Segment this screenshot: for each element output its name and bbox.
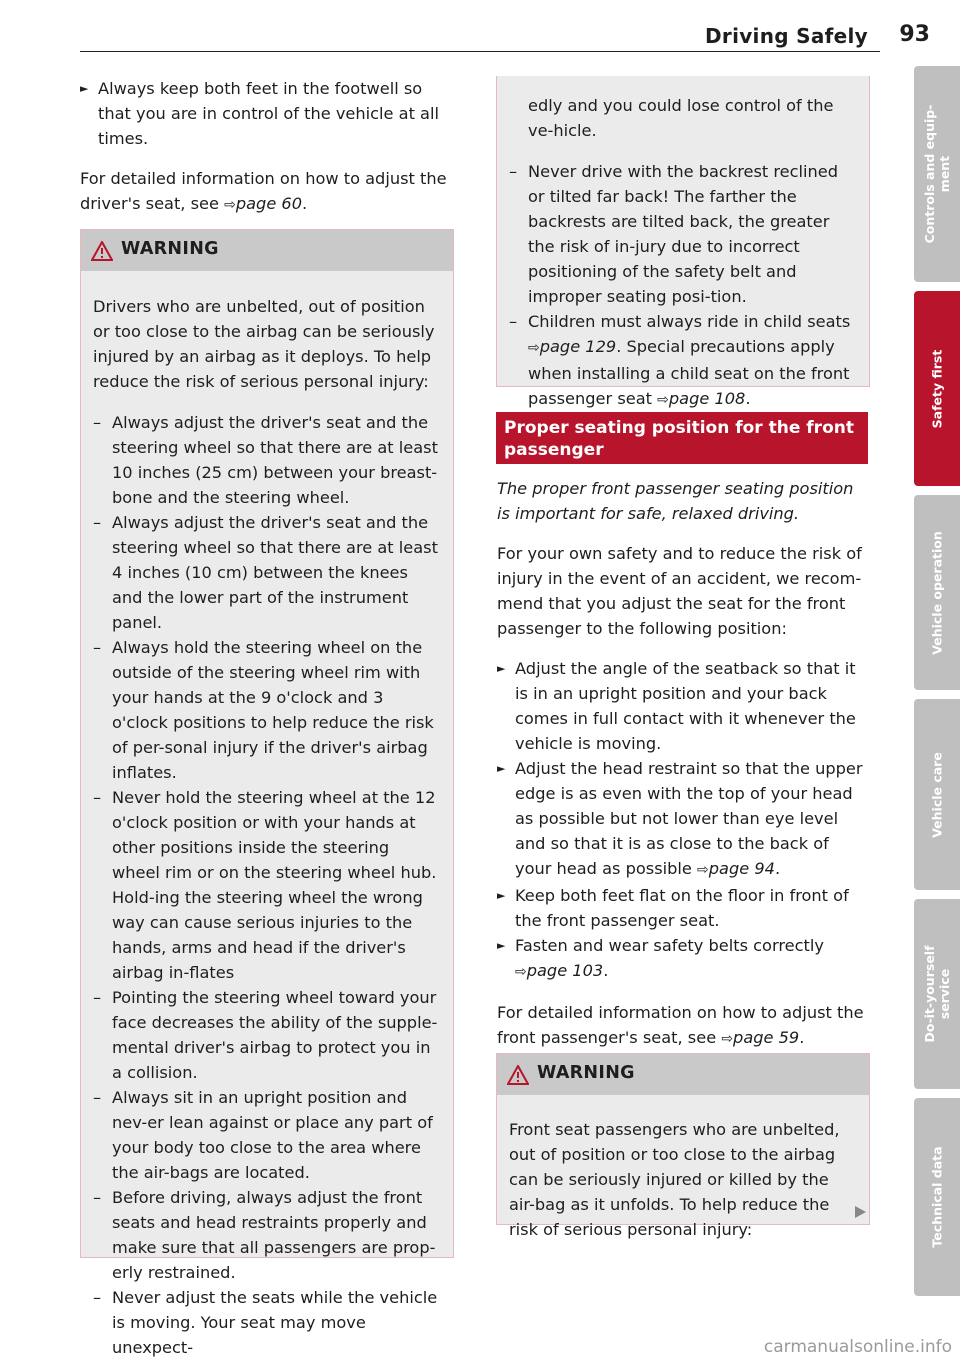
warning-item: – Never drive with the backrest reclined or tilted far back! The farther the backrests are tilted back, the greater the risk of in-jury due to incorrect positioning of the safety belt and improper seating posi-tion. <box>509 162 839 307</box>
sidebar-tab-label: Controls and equip- ment <box>922 104 952 244</box>
warning-body-continued <box>497 76 869 413</box>
warning-item: – Always adjust the driver's seat and the steering wheel so that there are at least 10 inches (25 cm) between your breast-bone and the steering wheel. <box>93 413 438 508</box>
watermark: carmanualsonline.info <box>763 1337 952 1357</box>
list-item: ► Always keep both feet in the footwell so that you are in control of the vehicle at all times. <box>80 76 452 151</box>
warning-item: – Children must always ride in child seats ⇨page 129. Special precautions apply when installing a child seat on the front passenger seat ⇨page 108. <box>509 312 851 409</box>
page-reference[interactable]: ⇨page 108 <box>657 389 746 409</box>
sidebar-tab-controls[interactable] <box>914 66 960 282</box>
sidebar-tab-label: Technical data <box>929 1146 945 1248</box>
warning-intro: Drivers who are unbelted, out of position or too close to the airbag can be seriously injured by an airbag as it deploys. To help reduce the risk of serious personal injury: <box>93 297 435 392</box>
section-intro: The proper front passenger seating position is important for safe, relaxed driving. <box>497 479 854 523</box>
bullet-icon: ► <box>497 889 506 902</box>
warning-item: – Always hold the steering wheel on the outside of the steering wheel rim with your hands at the 9 o'clock and 3 o'clock positions to help reduce the risk of per-sonal injury if the driver's airbag inflates. <box>93 638 434 783</box>
body-paragraph: For your own safety and to reduce the risk of injury in the event of an accident, we recom-mend that you adjust the seat for the front passenger to the following position: <box>497 544 862 638</box>
warning-item: – Never adjust the seats while the vehicle is moving. Your seat may move unexpect- <box>93 1288 438 1358</box>
warning-box <box>496 1053 870 1240</box>
warning-text: Front seat passengers who are unbelted, out of position or too close to the airbag can be seriously injured or killed by the air-bag as it unfolds. To help reduce the risk of serious personal injury: <box>509 1120 840 1240</box>
warning-item: – Before driving, always adjust the front seats and head restraints properly and make sure that all passengers are prop-erly restrained. <box>93 1188 436 1283</box>
continue-arrow-icon <box>853 1205 867 1219</box>
sidebar-tab-label: Vehicle operation <box>929 530 945 655</box>
warning-item: – Always adjust the driver's seat and the steering wheel so that there are at least 4 inches (10 cm) between the knees and the lower part of the instrument panel. <box>93 513 438 633</box>
sidebar-tab-vehicle-care[interactable] <box>914 699 960 890</box>
bullet-icon: ► <box>497 939 506 952</box>
warning-box <box>80 229 454 1358</box>
page-reference[interactable]: ⇨page 94 <box>697 859 775 878</box>
detail-paragraph: For detailed information on how to adjust the front passenger's seat, see ⇨page 59. <box>497 1003 864 1047</box>
warning-item: – Always sit in an upright position and nev-er lean against or place any part of your body too close to the area where the air-bags are located. <box>93 1088 433 1183</box>
list-item: ► Adjust the head restraint so that the upper edge is as even with the top of your head as possible but not lower than eye level and so that it is as close to the back of your head as possible ⇨page 94. <box>497 756 869 883</box>
bullet-icon: ► <box>80 82 89 95</box>
bullet-list <box>497 656 869 985</box>
sidebar-tab-safety[interactable] <box>914 291 960 486</box>
sidebar-tab-label: Do-it-yourself service <box>922 945 952 1043</box>
sidebar-tab-diy-service[interactable] <box>914 899 960 1089</box>
bullet-icon: ► <box>497 762 506 775</box>
sidebar-tab-technical-data[interactable] <box>914 1098 960 1296</box>
warning-body <box>81 271 453 1360</box>
warning-item: – Never hold the steering wheel at the 12 o'clock position or with your hands at other positions inside the steering wheel rim or on the steering wheel hub. Hold-ing the steering wheel the wrong way can cause serious injuries to the hands, arms and head if the driver's airbag in-flates <box>93 788 437 983</box>
right-arrow-icon: ⇨ <box>224 197 236 213</box>
left-column <box>80 76 452 218</box>
page-reference[interactable]: ⇨page 103 <box>515 961 604 980</box>
warning-triangle-icon <box>91 241 113 261</box>
list-item: ► Keep both feet flat on the floor in front of the front passenger seat. <box>497 883 869 933</box>
detail-paragraph: For detailed information on how to adjust the driver's seat, see ⇨page 60. <box>80 169 447 213</box>
page-number: 93 <box>899 22 930 47</box>
warning-title: WARNING <box>121 239 219 259</box>
warning-list <box>93 410 441 1360</box>
page-reference[interactable]: ⇨page 59 <box>721 1028 800 1047</box>
section-heading: Proper seating position for the front passenger <box>496 412 868 464</box>
warning-text: edly and you could lose control of the ve-hicle. <box>528 96 834 141</box>
right-arrow-icon: ⇨ <box>515 964 527 980</box>
chapter-title: Driving Safely <box>705 24 868 48</box>
warning-box-continued <box>496 76 870 409</box>
warning-header <box>81 230 453 271</box>
header-rule <box>80 51 880 52</box>
bullet-icon: ► <box>497 662 506 675</box>
right-arrow-icon: ⇨ <box>721 1031 734 1047</box>
list-item: ► Fasten and wear safety belts correctly ⇨page 103. <box>497 933 869 985</box>
page-reference[interactable]: ⇨page 129 <box>528 337 617 357</box>
right-arrow-icon: ⇨ <box>528 340 540 357</box>
page-reference[interactable]: ⇨page 60 <box>224 194 303 213</box>
sidebar-tab-label: Vehicle care <box>929 751 945 838</box>
warning-triangle-icon <box>507 1065 529 1085</box>
warning-title: WARNING <box>537 1063 635 1083</box>
warning-header <box>497 1054 869 1095</box>
list-item: ► Adjust the angle of the seatback so that it is in an upright position and your back comes in full contact with it whenever the vehicle is moving. <box>497 656 869 756</box>
sidebar-tab-vehicle-operation[interactable] <box>914 495 960 690</box>
right-column <box>497 476 869 1052</box>
right-arrow-icon: ⇨ <box>697 862 709 878</box>
right-arrow-icon: ⇨ <box>657 392 669 409</box>
sidebar-tab-label: Safety first <box>929 349 945 428</box>
warning-item: – Pointing the steering wheel toward your face decreases the ability of the supple-mental driver's airbag to protect you in a collision. <box>93 988 438 1083</box>
warning-body <box>497 1095 869 1242</box>
